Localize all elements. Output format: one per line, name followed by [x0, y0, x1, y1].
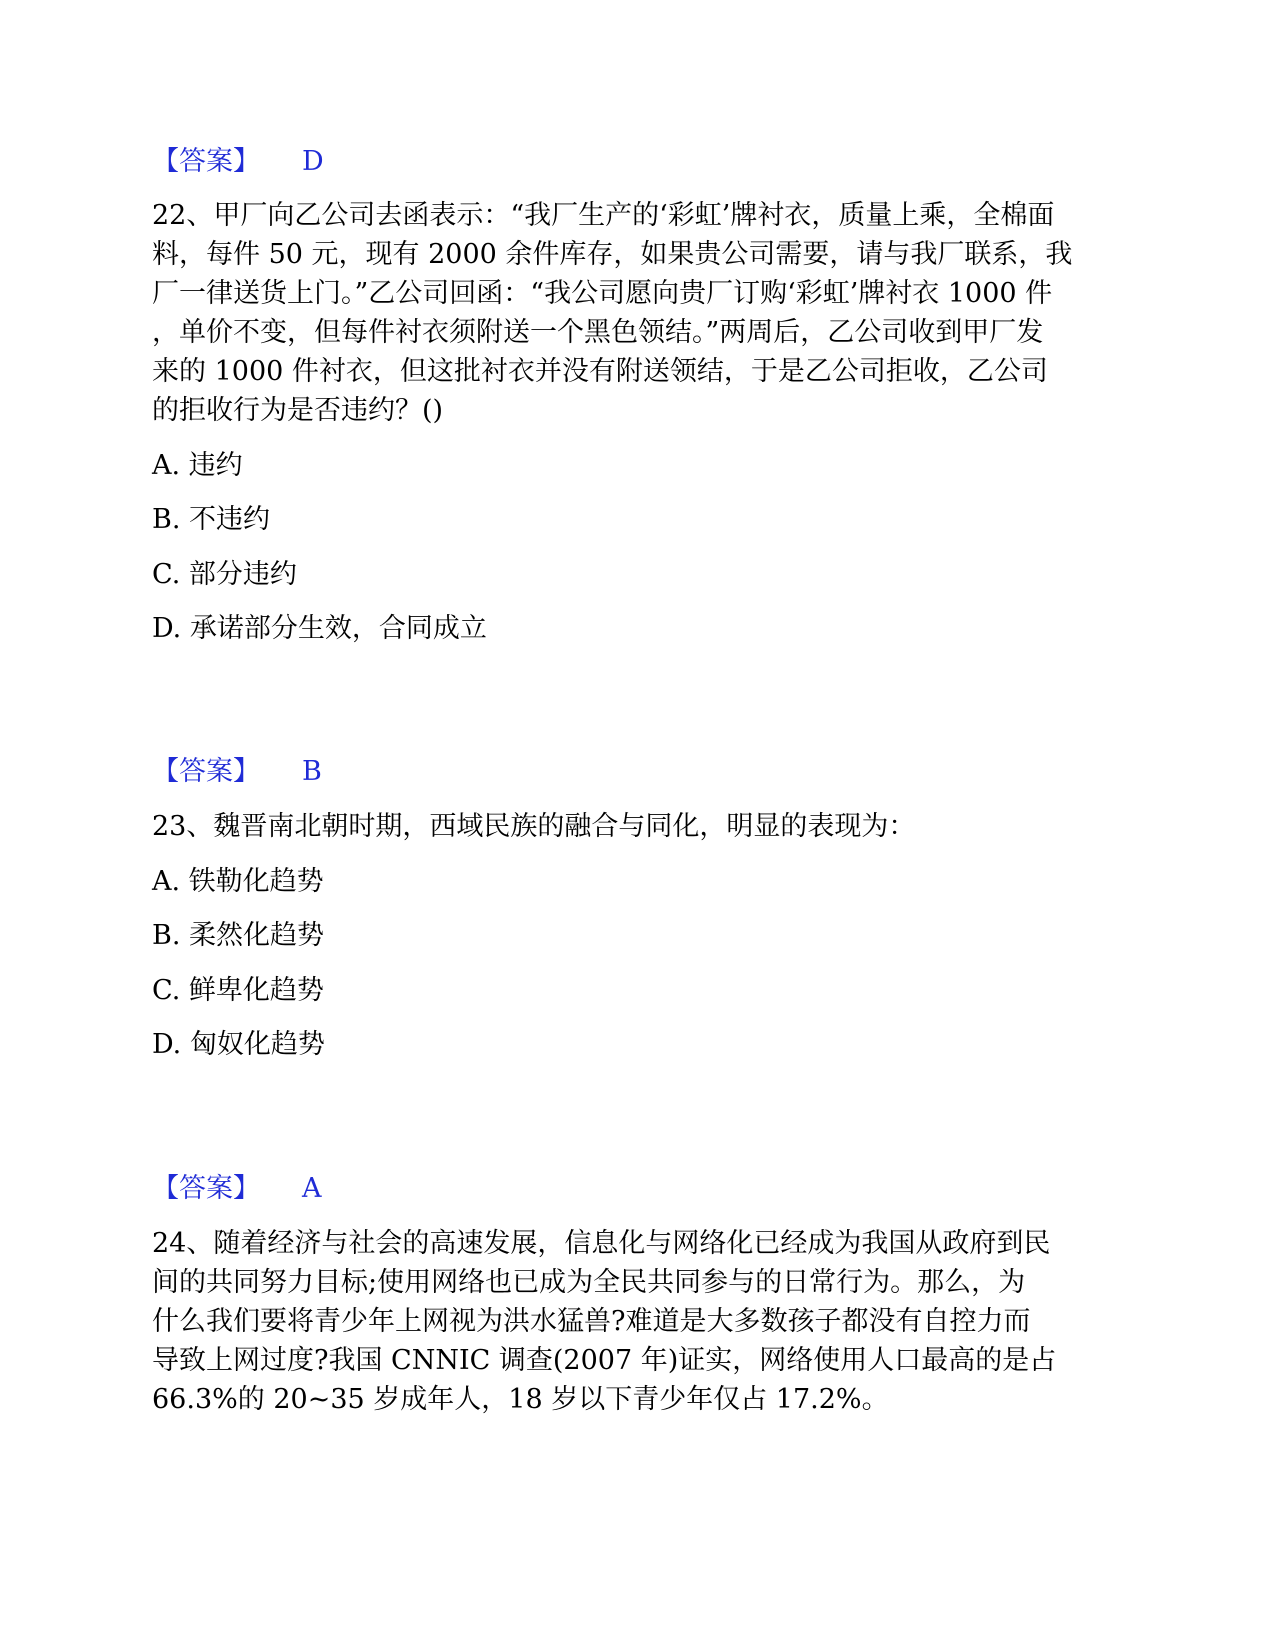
question-text-line: 23、魏晋南北朝时期，西域民族的融合与同化，明显的表现为： [152, 811, 916, 842]
answer-row [152, 752, 322, 792]
answer-label: 【答案】 [152, 756, 260, 787]
question-text-line: 的拒收行为是否违约？() [152, 395, 444, 426]
question-text-line: 料，每件 50 元，现有 2000 余件库存，如果贵公司需要，请与我厂联系，我 [152, 239, 1073, 270]
answer-value: D [302, 146, 324, 177]
answer-value: A [302, 1173, 322, 1204]
option-c: C. 鲜卑化趋势 [152, 975, 324, 1006]
answer-row [152, 142, 324, 182]
question-text-line: 什么我们要将青少年上网视为洪水猛兽?难道是大多数孩子都没有自控力而 [152, 1306, 1031, 1337]
answer-row [152, 1169, 322, 1209]
question-text-line: 导致上网过度?我国 CNNIC 调查(2007 年)证实，网络使用人口最高的是占 [152, 1345, 1057, 1376]
question-text-line: 22、甲厂向乙公司去函表示：“我厂生产的‘彩虹’牌衬衣，质量上乘，全棉面 [152, 200, 1055, 231]
option-c: C. 部分违约 [152, 559, 297, 590]
option-b: B. 不违约 [152, 504, 271, 535]
question-text-line: 24、随着经济与社会的高速发展，信息化与网络化已经成为我国从政府到民 [152, 1228, 1051, 1259]
option-a: A. 违约 [152, 450, 243, 481]
option-d: D. 匈奴化趋势 [152, 1029, 325, 1060]
answer-label: 【答案】 [152, 146, 260, 177]
question-text-line: 厂一律送货上门。”乙公司回函：“我公司愿向贵厂订购‘彩虹’牌衬衣 1000 件 [152, 278, 1053, 309]
answer-value: B [302, 756, 322, 787]
question-text-line: 来的 1000 件衬衣，但这批衬衣并没有附送领结，于是乙公司拒收，乙公司 [152, 356, 1048, 387]
option-b: B. 柔然化趋势 [152, 920, 325, 951]
question-text-line: 66.3%的 20~35 岁成年人，18 岁以下青少年仅占 17.2%。 [152, 1384, 889, 1415]
question-text-line: 间的共同努力目标;使用网络也已成为全民共同参与的日常行为。那么，为 [152, 1267, 1026, 1298]
option-a: A. 铁勒化趋势 [152, 866, 324, 897]
answer-label: 【答案】 [152, 1173, 260, 1204]
option-d: D. 承诺部分生效，合同成立 [152, 613, 487, 644]
question-text-line: ，单价不变，但每件衬衣须附送一个黑色领结。”两周后，乙公司收到甲厂发 [152, 317, 1044, 348]
